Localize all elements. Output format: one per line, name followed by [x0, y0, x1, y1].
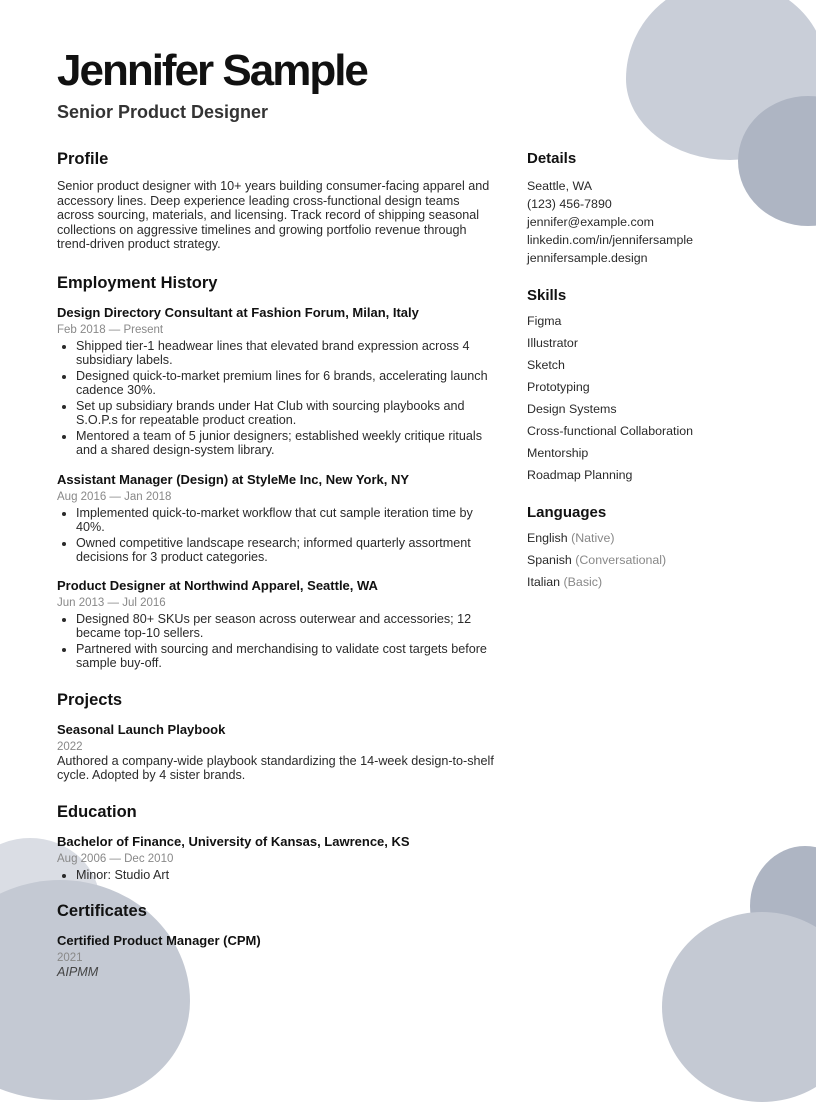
profile-section [57, 150, 497, 252]
list-item: • Partnered with sourcing and merchandising to validate cost targets before sample buy-off. [76, 642, 497, 670]
job-title: Assistant Manager (Design) at StyleMe Inc, New York, NY [57, 471, 410, 487]
list-item: • Owned competitive landscape research; informed quarterly assortment decisions for 3 product categories. [76, 536, 497, 564]
list-item: • Minor: Studio Art [76, 868, 497, 882]
sidebar-column [527, 150, 787, 593]
section-heading: Education [57, 802, 137, 821]
section-heading: Skills [527, 287, 567, 304]
language-name: English [527, 531, 568, 545]
certificate-issuer: AIPMM [57, 965, 99, 980]
job-entry [57, 305, 497, 458]
education-section [57, 803, 497, 882]
language-level: (Conversational) [575, 553, 667, 567]
section-heading: Projects [57, 690, 123, 709]
skill-item: Cross-functional Collaboration [527, 424, 693, 438]
job-title: Product Designer at Northwind Apparel, Seattle, WA [57, 578, 378, 594]
project-description: Authored a company-wide playbook standardizing the 14-week design-to-shelf cycle. Adopted by 4 sister brands. [57, 753, 494, 783]
list-item: • Set up subsidiary brands under Hat Club with sourcing playbooks and S.O.P.s for repeatable product creation. [76, 399, 497, 427]
section-heading: Profile [57, 150, 109, 168]
list-item: • Implemented quick-to-market workflow that cut sample iteration time by 40%. [76, 506, 497, 534]
location-text: Seattle, WA [527, 179, 592, 193]
list-item: • Mentored a team of 5 junior designers; established weekly critique rituals and a shared design-system library. [76, 429, 497, 457]
language-name: Spanish [527, 553, 572, 567]
list-item: • Shipped tier-1 headwear lines that elevated brand expression across 4 subsidiary labels. [76, 339, 497, 367]
list-item: • Designed 80+ SKUs per season across outerwear and accessories; 12 became top-10 sellers. [76, 612, 497, 640]
certificate-title: Certified Product Manager (CPM) [57, 933, 261, 949]
language-item [527, 527, 787, 549]
main-column [57, 150, 497, 979]
employment-section [57, 274, 497, 671]
degree-title: Bachelor of Finance, University of Kansas, Lawrence, KS [57, 833, 410, 849]
skill-item: Illustrator [527, 336, 578, 350]
language-level: (Native) [571, 531, 615, 545]
skill-item: Prototyping [527, 380, 590, 394]
skill-item: Mentorship [527, 446, 589, 460]
job-dates: Aug 2016 — Jan 2018 [57, 490, 172, 503]
language-name: Italian [527, 575, 561, 589]
skill-item: Roadmap Planning [527, 468, 633, 482]
job-dates: Feb 2018 — Present [57, 323, 164, 336]
projects-section [57, 691, 497, 783]
project-title: Seasonal Launch Playbook [57, 721, 226, 737]
job-entry [57, 472, 497, 565]
job-entry [57, 578, 497, 671]
education-dates: Aug 2006 — Dec 2010 [57, 852, 174, 865]
section-heading: Certificates [57, 902, 147, 921]
section-heading: Details [527, 150, 577, 167]
linkedin-link[interactable]: linkedin.com/in/jennifersample [527, 233, 693, 247]
job-title: Design Directory Consultant at Fashion Forum, Milan, Italy [57, 304, 419, 320]
bullet-list [57, 868, 497, 882]
language-item [527, 571, 787, 593]
list-item: • Designed quick-to-market premium lines for 6 brands, accelerating launch cadence 30%. [76, 369, 497, 397]
language-level: (Basic) [563, 575, 603, 589]
skill-item: Design Systems [527, 402, 617, 416]
website-link[interactable]: jennifersample.design [527, 251, 648, 265]
profile-text: Senior product designer with 10+ years building consumer-facing apparel and accessory lines. Deep experience leading cross-functional design teams across sourcing, materials, and licensing. Track record of shipping seasonal collections on aggressive timelines and growing portfolio revenue through trend-driven product strategy. [57, 179, 490, 252]
skills-section [527, 287, 787, 486]
candidate-name: Jennifer Sample [57, 46, 367, 95]
bullet-list [57, 339, 497, 458]
bullet-list [57, 612, 497, 671]
job-dates: Jun 2013 — Jul 2016 [57, 597, 166, 610]
project-year: 2022 [57, 740, 83, 753]
certificates-section [57, 902, 497, 979]
candidate-title: Senior Product Designer [57, 102, 269, 122]
skill-item: Figma [527, 314, 562, 328]
section-heading: Languages [527, 504, 607, 521]
languages-section [527, 504, 787, 593]
section-heading: Employment History [57, 273, 218, 292]
phone-text[interactable]: (123) 456-7890 [527, 197, 612, 211]
details-section [527, 150, 787, 267]
skill-item: Sketch [527, 358, 565, 372]
email-link[interactable]: jennifer@example.com [527, 215, 654, 229]
certificate-year: 2021 [57, 952, 83, 965]
language-item [527, 549, 787, 571]
bullet-list [57, 506, 497, 565]
